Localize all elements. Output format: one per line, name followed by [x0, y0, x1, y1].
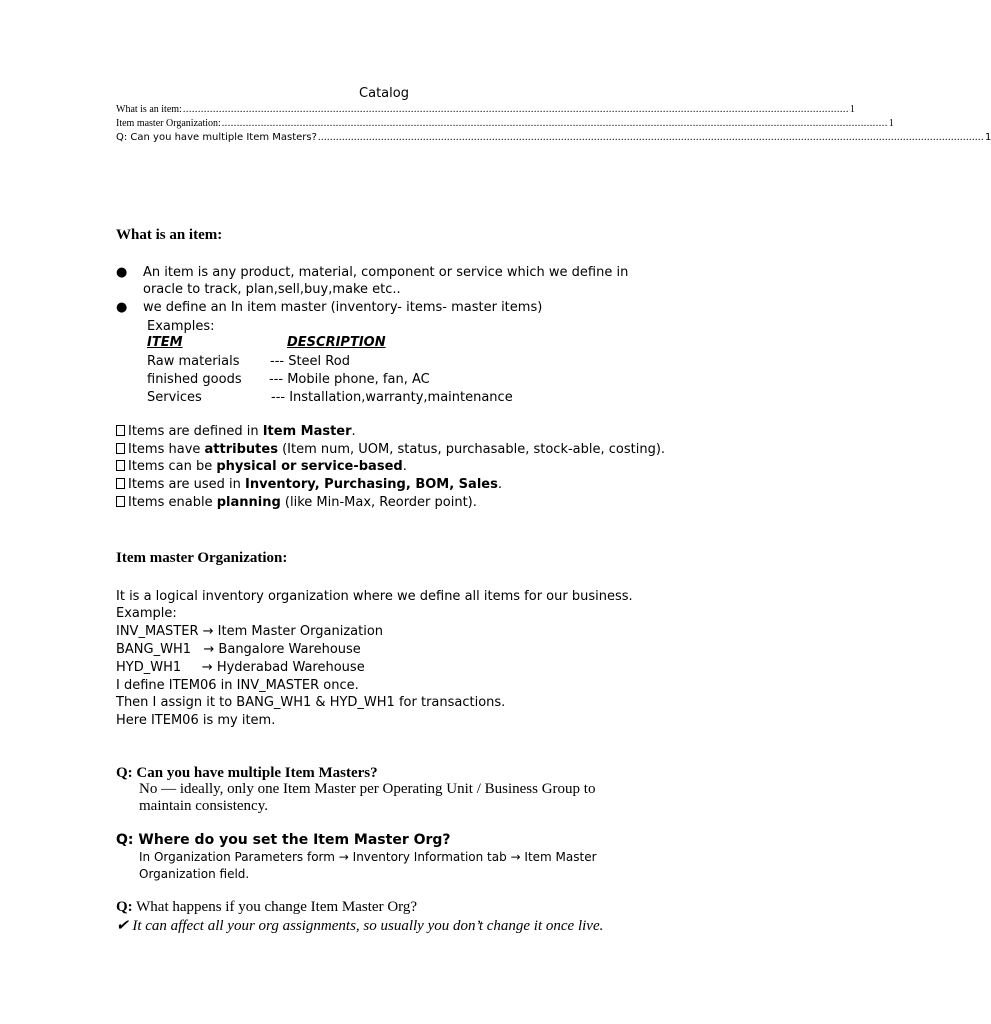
paragraph-line: It is a logical inventory organization where we define all items for our business. — [116, 589, 633, 604]
fact-line: Items can be physical or service-based. — [116, 458, 407, 476]
toc-entry[interactable] — [116, 118, 894, 132]
answer-text: No — ideally, only one Item Master per Operating Unit / Business Group to — [139, 781, 596, 797]
question-heading: Q: Can you have multiple Item Masters? — [116, 765, 378, 781]
section-heading-item: What is an item: — [116, 227, 223, 243]
paragraph-line: Example: — [116, 606, 177, 621]
table-cell-item: Raw materials — [147, 354, 240, 369]
paragraph-line: BANG_WH1 → Bangalore Warehouse — [116, 642, 361, 657]
bullet-dot: ● — [116, 300, 128, 315]
toc-leader-dots: .............................................................................................................................................................................................................................. — [221, 118, 888, 129]
toc-entry[interactable] — [116, 104, 855, 118]
examples-label: Examples: — [147, 319, 215, 334]
table-cell-description: --- Installation,warranty,maintenance — [271, 390, 513, 405]
answer-text-continued: maintain consistency. — [139, 798, 268, 814]
bullet-dot: ● — [116, 265, 128, 280]
answer-text: In Organization Parameters form → Inventory Information tab → Item Master — [139, 850, 597, 864]
table-header-description: DESCRIPTION — [287, 335, 386, 350]
answer-text-continued: Organization field. — [139, 867, 250, 881]
toc-leader-dots: .............................................................................................................................................................................................................................. — [317, 132, 984, 143]
toc-entry-page: 1 — [984, 132, 991, 143]
checkbox-glyph-icon — [116, 496, 125, 507]
table-cell-item: finished goods — [147, 372, 242, 387]
toc-entry-label: Q: Can you have multiple Item Masters? — [116, 132, 317, 143]
question-line — [116, 899, 417, 916]
fact-line: Items enable planning (like Min-Max, Reorder point). — [116, 494, 477, 512]
toc-entry-label: What is an item: — [116, 104, 182, 115]
fact-line: Items are defined in Item Master. — [116, 423, 356, 441]
section-heading-item-master-org: Item master Organization: — [116, 550, 288, 566]
question-prefix: Q: — [116, 899, 133, 915]
fact-line: Items have attributes (Item num, UOM, status, purchasable, stock-able, costing). — [116, 441, 665, 459]
paragraph-line: Here ITEM06 is my item. — [116, 713, 276, 728]
bullet-text: we define an In item master (inventory- items- master items) — [143, 300, 543, 315]
table-cell-item: Services — [147, 390, 202, 405]
paragraph-line: I define ITEM06 in INV_MASTER once. — [116, 678, 359, 693]
toc-entry-label: Item master Organization: — [116, 118, 221, 129]
checkbox-glyph-icon — [116, 460, 125, 471]
bullet-text: An item is any product, material, component or service which we define in — [143, 265, 629, 280]
question-text: What happens if you change Item Master Org? — [132, 899, 418, 915]
checkbox-glyph-icon — [116, 443, 125, 454]
table-cell-description: --- Steel Rod — [270, 354, 350, 369]
paragraph-line: Then I assign it to BANG_WH1 & HYD_WH1 for transactions. — [116, 695, 506, 710]
paragraph-line: INV_MASTER → Item Master Organization — [116, 624, 384, 639]
table-header-item: ITEM — [147, 335, 183, 350]
bullet-text-continued: oracle to track, plan,sell,buy,make etc.. — [143, 282, 401, 297]
toc-entry[interactable] — [116, 132, 991, 146]
checkbox-glyph-icon — [116, 478, 125, 489]
toc-title: Catalog — [359, 86, 409, 101]
toc-leader-dots: .............................................................................................................................................................................................................................. — [182, 104, 849, 115]
toc-entry-page: 1 — [888, 118, 894, 129]
checkbox-glyph-icon — [116, 425, 125, 436]
table-cell-description: --- Mobile phone, fan, AC — [269, 372, 430, 387]
fact-line: Items are used in Inventory, Purchasing, BOM, Sales. — [116, 476, 502, 494]
toc-entry-page: 1 — [849, 104, 855, 115]
paragraph-line: HYD_WH1 → Hyderabad Warehouse — [116, 660, 365, 675]
answer-text: ✔ It can affect all your org assignments, so usually you don’t change it once live. — [116, 918, 604, 934]
question-heading: Q: Where do you set the Item Master Org? — [116, 832, 451, 848]
